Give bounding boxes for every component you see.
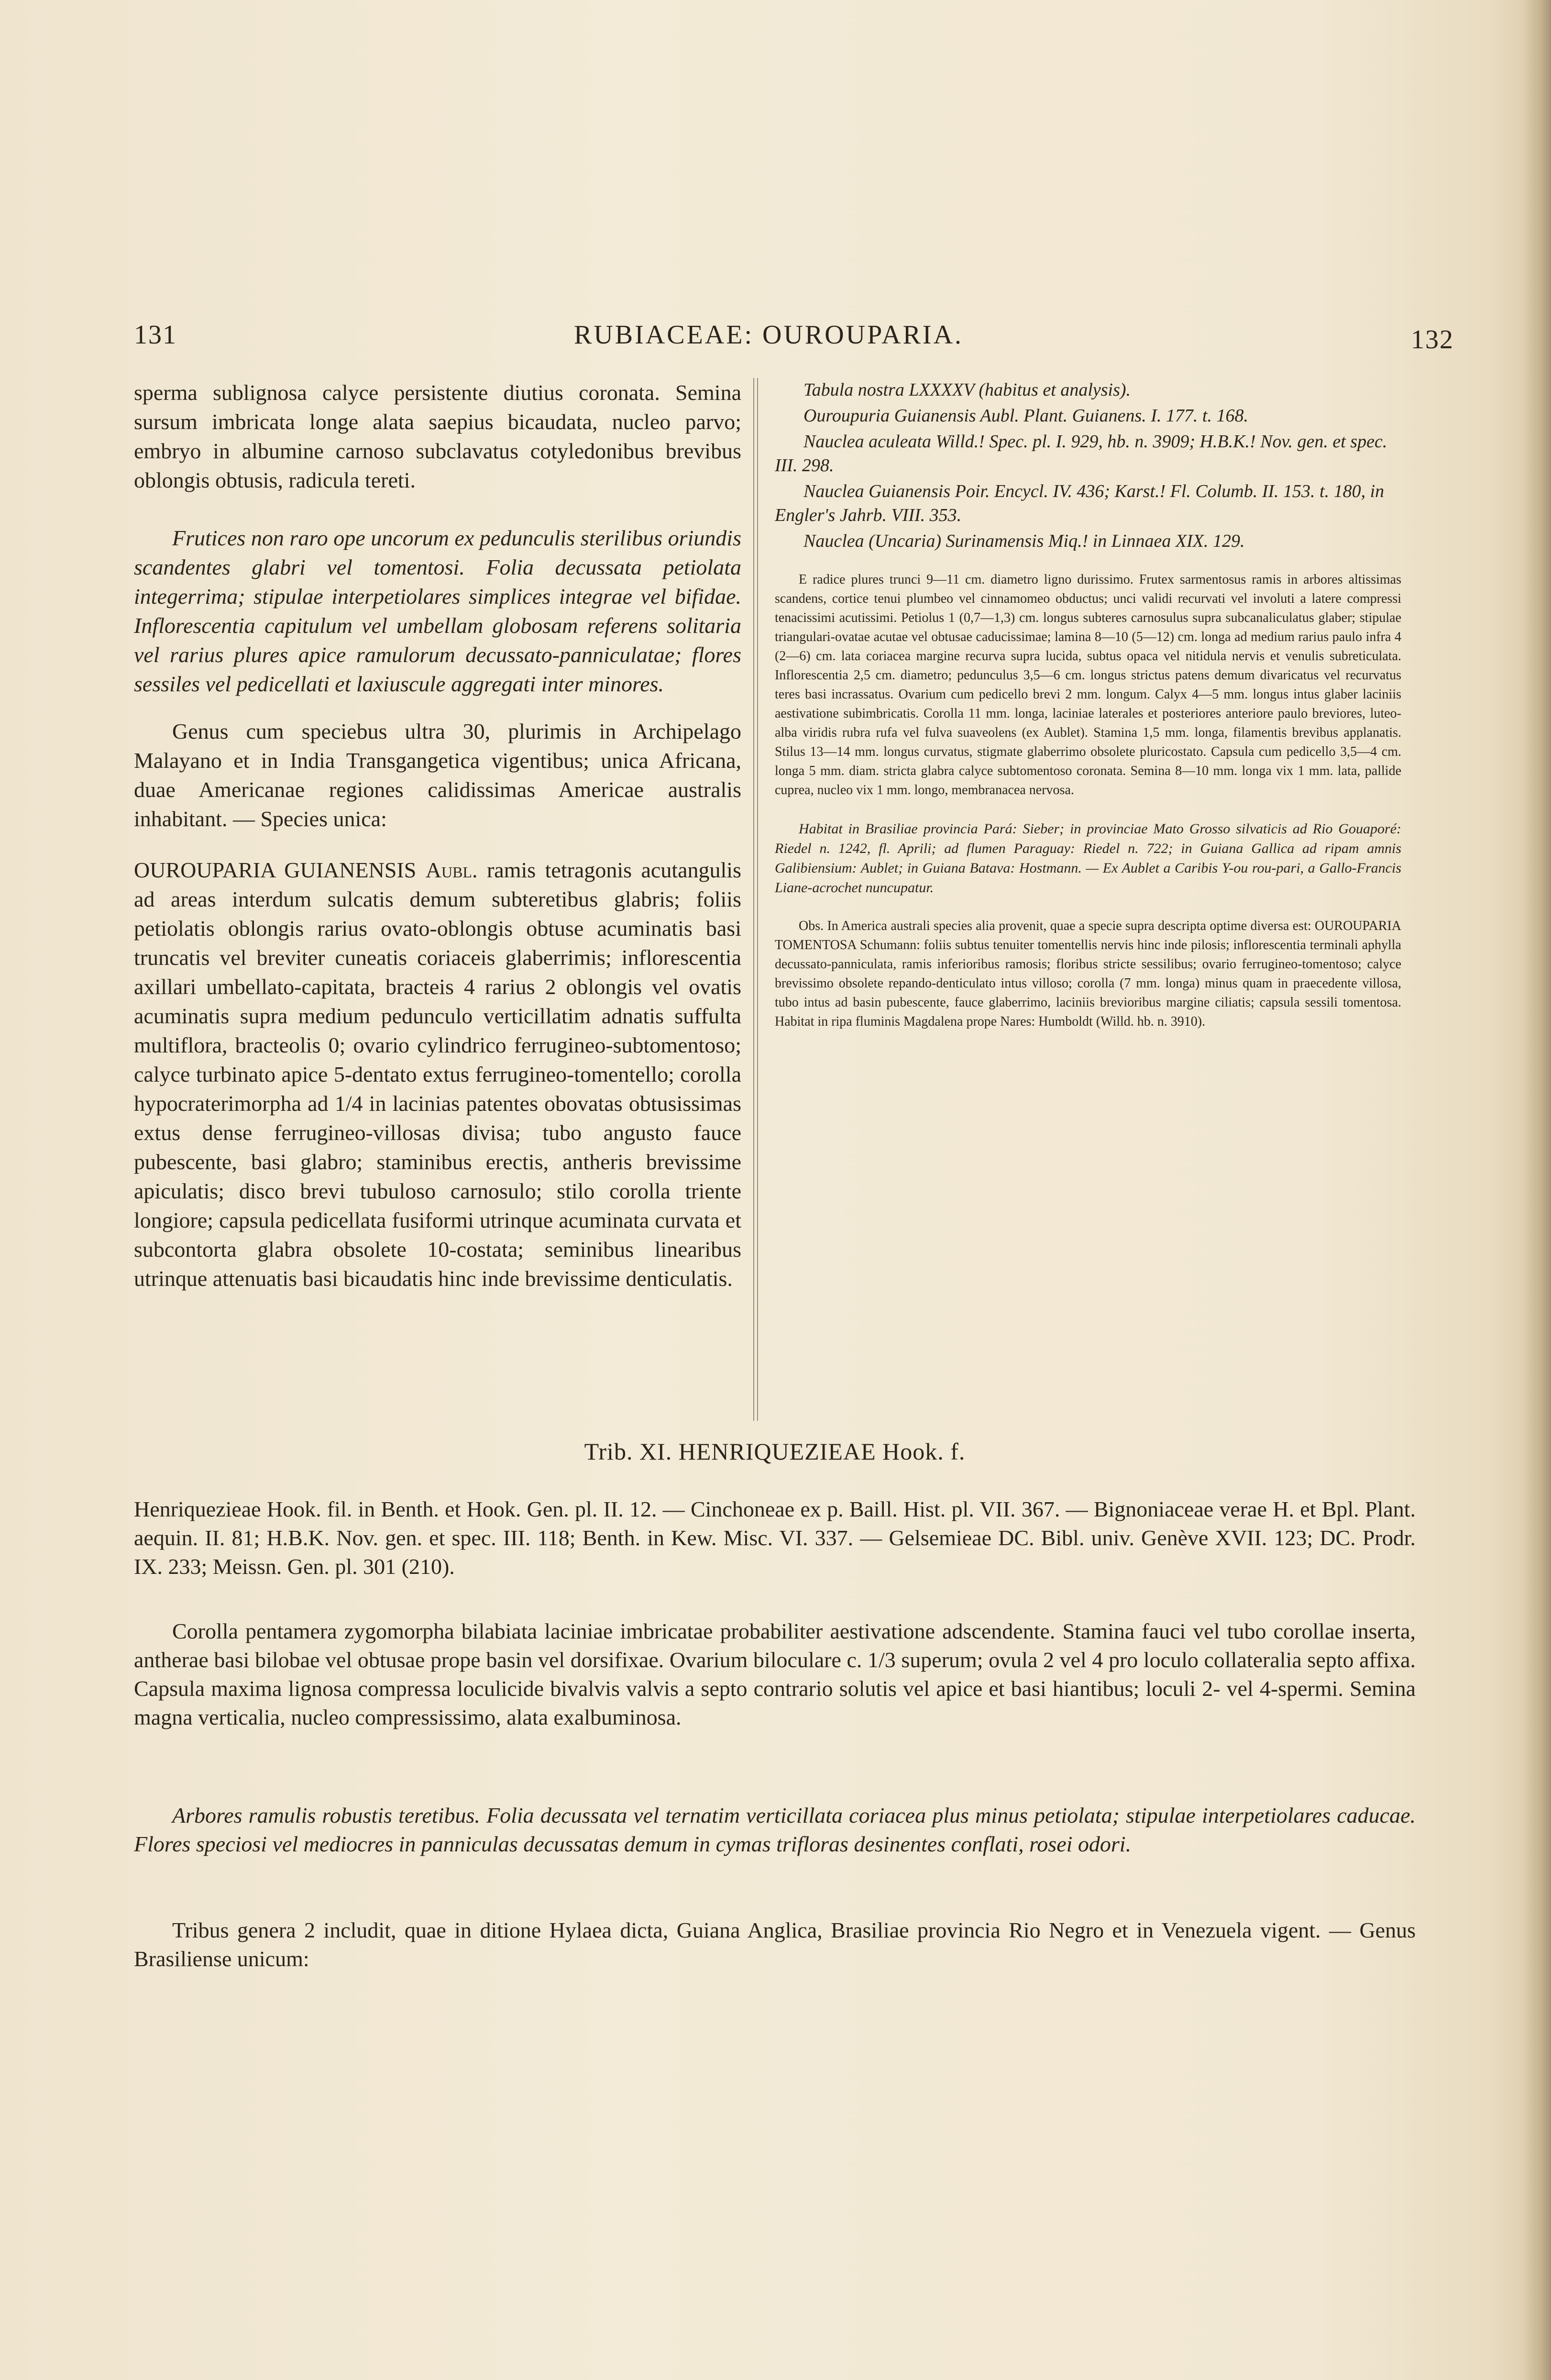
page-edge-shadow — [1522, 0, 1551, 2380]
synonym-reference: Nauclea (Uncaria) Surinamensis Miq.! in Linnaea XIX. 129. — [803, 531, 1245, 551]
habitat-paragraph: Habitat in Brasiliae provincia Pará: Sieber; in provinciae Mato Grosso silvaticis ad Rio Gouaporé: Riedel n. 1242, fl. Aprili; ad flumen Paraguay: Riedel n. 722; in Guiana Gallica ad ripam amnis Galibiensium: Aublet; in Guiana Batava: Hostmann. — Ex Aublet a Caribis Y-ou rou-pari, a Gallo-Francis Liane-acrochet nuncupatur. — [775, 821, 1401, 896]
tribe-synonyms: Henriquezieae Hook. fil. in Benth. et Hook. Gen. pl. II. 12. — Cinchoneae ex p. Baill. Hist. pl. VII. 367. — Bignoniaceae verae H. et Bpl. Plant. aequin. II. 81; H.B.K. Nov. gen. et spec. III. 118; Benth. in Kew. Misc. VI. 337. — Gelsemieae DC. Bibl. univ. Genève XVII. 123; DC. Prodr. IX. 233; Meissn. Gen. pl. 301 (210). — [134, 1497, 1416, 1579]
page-number-left: 131 — [134, 320, 177, 350]
species-description: ramis tetragonis acutangulis ad areas interdum sulcatis demum subteretibus glabris; foliis petiolatis oblongis rarius ovato-oblongis obtuse acuminatis basi truncatis vel breviter cuneatis coriaceis glaberrimis; inflorescentia axillari umbellato-capitata, bracteis 4 rarius 2 oblongis vel ovatis acuminatis supra medium pedunculo verticillatim adnatis suffulta multiflora, bracteolis 0; ovario cylindrico ferrugineo-subtomentoso; calyce turbinato apice 5-dentato extus ferrugineo-tomentello; corolla hypocraterimorpha ad 1/4 in lacinias patentes obovatas obtusissimas extus dense ferrugineo-villosas divisa; tubo angusto fauce pubescente, basi glabro; staminibus erectis, antheris brevissime apiculatis; disco brevi tubuloso carnosulo; stilo corolla triente longiore; capsula pedicellata fusiformi utrinque acuminata curvata et subcontorta glabra obsolete 10-costata; seminibus linearibus utrinque attenuatis basi bicaudatis hinc inde brevissime denticulatis. — [134, 858, 741, 1291]
observation-paragraph: Obs. In America australi species alia provenit, quae a specie supra descripta optime diversa est: OUROUPARIA TOMENTOSA Schumann: foliis subtus tenuiter tomentellis nervis hinc inde pilosis; inflorescentia terminali aphylla decussato-panniculata, ramis inferioribus ramosis; floribus stricte sessilibus; ovario ferrugineo-tomentoso; calyce brevissimo obsolete repando-denticulato intus villoso; corolla (7 mm. longa) minus quam in praecedente villosa, tubo intus ad basin pubescente, fauce glaberrimo, laciniis brevioribus margine ciliatis; capsula sessili tomentosa. Habitat in ripa fluminis Magdalena prope Nares: Humboldt (Willd. hb. n. 3910). — [775, 919, 1401, 1029]
column-divider — [753, 378, 754, 1421]
tabula-reference: Tabula nostra LXXXXV (habitus et analysis). — [803, 380, 1131, 400]
paragraph-sperma: sperma sublignosa calyce persistente diutius coronata. Semina sursum imbricata longe alata saepius bicaudata, nucleo parvo; embryo in albumine carnoso subclavatus cotyledonibus brevibus oblongis obtusis, radicula tereti. — [134, 380, 741, 492]
tribe-heading: Trib. XI. HENRIQUEZIEAE Hook. f. — [584, 1438, 966, 1465]
tribe-arbores-paragraph: Arbores ramulis robustis teretibus. Folia decussata vel ternatim verticillata coriacea plus minus petiolata; stipulae interpetiolares caducae. Flores speciosi vel mediocres in panniculas decussatas demum in cymas trifloras desinentes conflati, rosei odori. — [134, 1803, 1416, 1856]
left-column — [134, 378, 741, 1293]
species-name: OUROUPARIA GUIANENSIS — [134, 858, 417, 882]
column-divider-second — [757, 378, 758, 1421]
synonym-reference: Nauclea Guianensis Poir. Encycl. IV. 436; Karst.! Fl. Columb. II. 153. t. 180, in Engler's Jahrb. VIII. 353. — [775, 481, 1385, 525]
paragraph-species — [134, 855, 741, 1293]
synonym-reference: Nauclea aculeata Willd.! Spec. pl. I. 929, hb. n. 3909; H.B.K.! Nov. gen. et spec. III. 298. — [775, 432, 1387, 476]
paragraph-frutices: Frutices non raro ope uncorum ex pedunculis sterilibus oriundis scandentes glabri vel tomentosi. Folia decussata petiolata integerrima; stipulae interpetiolares simplices integrae vel bifidae. Inflorescentia capitulum vel umbellam globosam referens solitaria vel rarius plures apice ramulorum decussato-panniculatae; flores sessiles vel pedicellati et laxiuscule aggregati inter minores. — [134, 526, 741, 696]
page-number-right: 132 — [1411, 325, 1454, 354]
species-author: Aubl. — [425, 858, 478, 882]
running-header — [134, 320, 1454, 363]
running-title: RUBIACEAE: OUROUPARIA. — [574, 320, 964, 350]
tribe-corolla-paragraph: Corolla pentamera zygomorpha bilabiata laciniae imbricatae probabiliter aestivatione adscendente. Stamina fauci vel tubo corollae inserta, antherae basi bilobae vel obtusae prope basin vel dorsifixae. Ovarium biloculare c. 1/3 superum; ovula 2 vel 4 pro loculo collateralia septo affixa. Capsula maxima lignosa compressa loculicide bivalvis valvis a septo contrario solutis vel apice et basi hiantibus; loculi 2- vel 4-spermi. Semina magna verticalia, nucleo compressissimo, alata exalbuminosa. — [134, 1619, 1416, 1729]
synonym-reference: Ouroupuria Guianensis Aubl. Plant. Guianens. I. 177. t. 168. — [803, 406, 1248, 426]
morphology-description: E radice plures trunci 9—11 cm. diametro ligno durissimo. Frutex sarmentosus ramis in arbores altissimas scandens, cortice tenui plumbeo vel cinnamomeo obductus; unci validi recurvati vel involuti a latere compressi tenacissimi acutissimi. Petiolus 1 (0,7—1,3) cm. longus subteres carnosulus supra subcanaliculatus glaber; stipulae triangulari-ovatae acutae vel obtusae caducissimae; lamina 8—10 (5—12) cm. longa ad medium rarius paulo infra 4 (2—6) cm. lata coriacea margine recurva supra lucida, subtus opaca vel nitidula nervis et venulis subreticulata. Inflorescentia 2,5 cm. diametro; pedunculus 3,5—6 cm. longus strictus patens demum divaricatus vel recurvatus teres basi incrassatus. Ovarium cum pedicello brevi 2 mm. longum. Calyx 4—5 mm. longus intus glaber laciniis aestivatione subimbricatis. Corolla 11 mm. longa, laciniae laterales et posteriores anteriore paulo breviores, luteo-alba viridis rubra rufa vel fulva suaveolens (ex Aublet). Stamina 1,5 mm. longa, filamentis brevibus applanatis. Stilus 13—14 mm. longus curvatus, stigmate glaberrimo obsolete pluricostato. Capsula cum pedicello 3,5—4 cm. longa 5 mm. diam. stricta glabra calyce subtomentoso coronata. Semina 8—10 mm. longa vix 1 mm. lata, pallide cuprea, nucleo vix 1 mm. longo, membranacea nervosa. — [775, 572, 1401, 797]
tribe-distribution-paragraph: Tribus genera 2 includit, quae in ditione Hylaea dicta, Guiana Anglica, Brasiliae provincia Rio Negro et in Venezuela vigent. — Genus Brasiliense unicum: — [134, 1918, 1416, 1971]
paragraph-genus: Genus cum speciebus ultra 30, plurimis in Archipelago Malayano et in India Transgangetica vigentibus; unica Africana, duae Americanae regiones calidissimas Americae australis inhabitant. — Species unica: — [134, 719, 741, 831]
right-column — [775, 378, 1401, 1031]
